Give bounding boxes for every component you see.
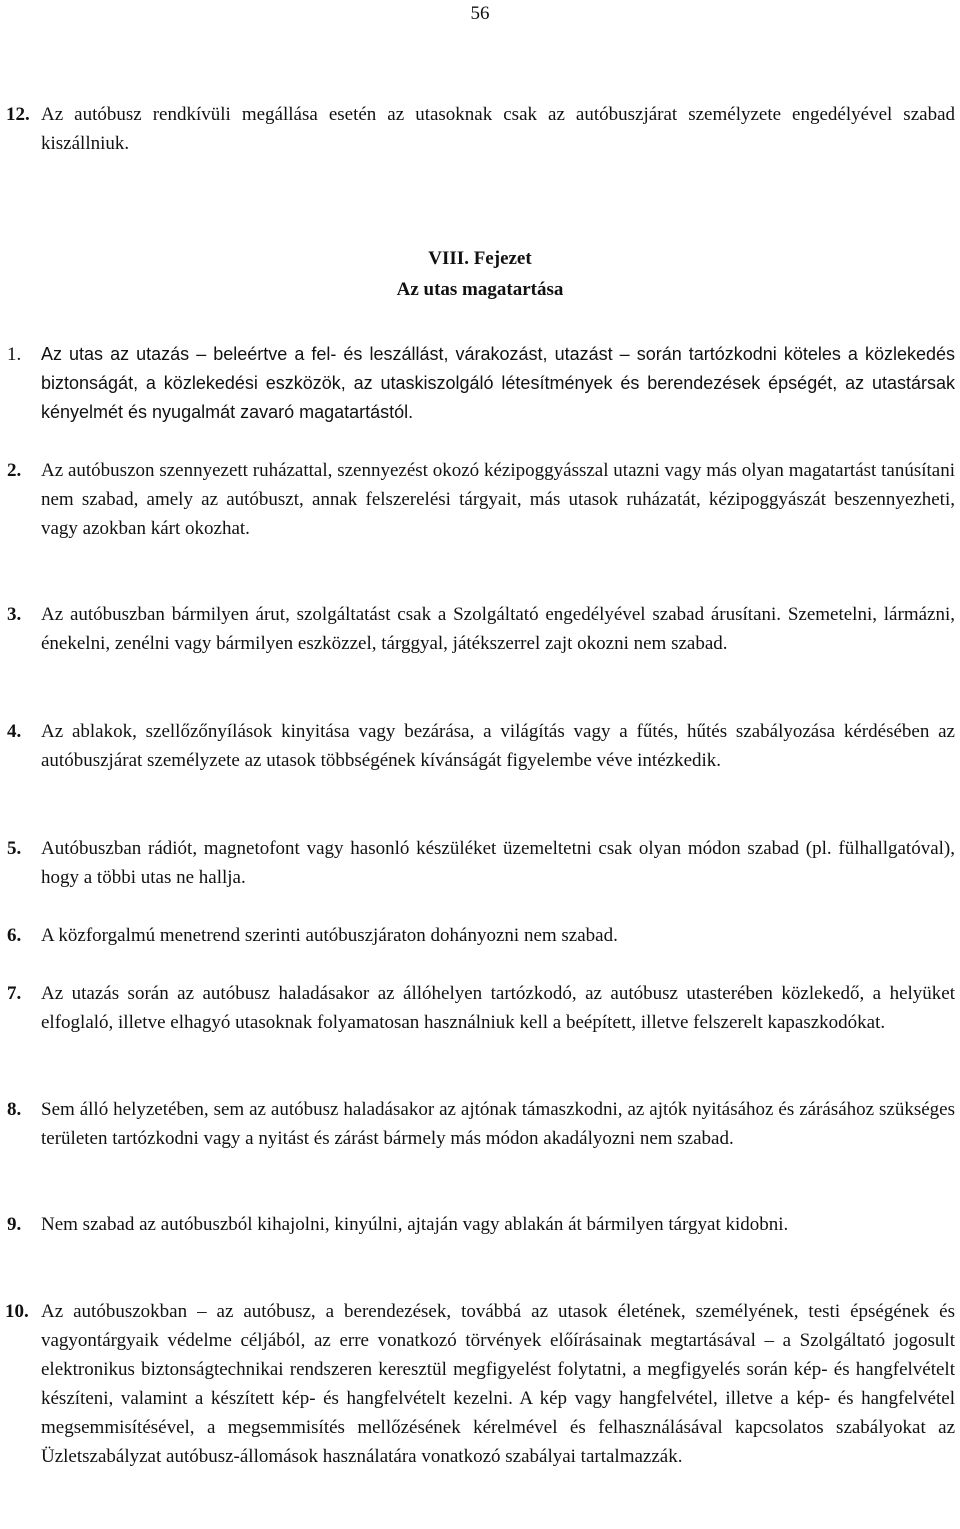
paragraph-6 (7, 921, 955, 950)
paragraph-number: 7. (7, 983, 22, 1004)
paragraph-number: 4. (7, 721, 22, 742)
paragraph-text: Az autóbuszokban – az autóbusz, a berendezések, továbbá az utasok életének, személyének, testi épségének és vagyontárgyaik védelme céljából, az erre vonatkozó törvények előírásainak megtartásával – a Szolgáltató jogosult elektronikus biztonságtechnikai rendszeren keresztül megfigyelést folytatni, a megfigyelés során kép- és hangfelvételt készíteni, valamint a készített kép- és hangfelvételt kezelni. A kép vagy hangfelvétel, illetve a kép- és hangfelvétel megsemmisítésével, a megsemmisítés mellőzésének kérelmével és felhasználásával kapcsolatos szabályokat az Üzletszabályzat autóbusz-állomások használatára vonatkozó szabályai tartalmazzák. (41, 1301, 955, 1467)
paragraph-3 (7, 600, 955, 658)
paragraph-number: 10. (5, 1301, 29, 1322)
paragraph-number: 2. (7, 460, 22, 481)
paragraph-number: 5. (7, 838, 22, 859)
paragraph-text: Az utas az utazás – beleértve a fel- és leszállást, várakozást, utazást – során tartózkodni köteles a közlekedés biztonságát, a közlekedési eszközök, az utaskiszolgáló létesítmények és berendezések épségét, az utastársak kényelmét és nyugalmát zavaró magatartástól. (41, 344, 955, 422)
paragraph-number: 8. (7, 1099, 22, 1120)
paragraph-number: 3. (7, 604, 22, 625)
page-number: 56 (470, 3, 490, 24)
chapter-subtitle: Az utas magatartása (396, 279, 564, 300)
paragraph-text: A közforgalmú menetrend szerinti autóbuszjáraton dohányozni nem szabad. (41, 925, 618, 946)
paragraph-text: Autóbuszban rádiót, magnetofont vagy hasonló készüléket üzemeltetni csak olyan módon szabad (pl. fülhallgatóval), hogy a többi utas ne hallja. (41, 838, 955, 888)
paragraph-12 (6, 100, 955, 158)
paragraph-text: Az autóbuszon szennyezett ruházattal, szennyezést okozó kézipoggyásszal utazni vagy más olyan magatartást tanúsítani nem szabad, amely az autóbuszt, annak felszerelési tárgyait, más utasok ruházatát, kézipoggyászát beszennyezheti, vagy azokban kárt okozhat. (41, 460, 955, 539)
paragraph-10 (5, 1297, 955, 1471)
paragraph-5 (7, 834, 955, 892)
paragraph-text: Az autóbusz rendkívüli megállása esetén az utasoknak csak az autóbuszjárat személyzete engedélyével szabad kiszállniuk. (41, 104, 955, 154)
paragraph-text: Sem álló helyzetében, sem az autóbusz haladásakor az ajtónak támaszkodni, az ajtók nyitásához és zárásához szükséges területen tartózkodni vagy a nyitást és zárást bármely más módon akadályozni nem szabad. (41, 1099, 955, 1149)
paragraph-text: Az ablakok, szellőzőnyílások kinyitása vagy bezárása, a világítás vagy a fűtés, hűtés szabályozása kérdésében az autóbuszjárat személyzete az utasok többségének kívánságát figyelembe véve intézkedik. (41, 721, 955, 771)
paragraph-text: Az autóbuszban bármilyen árut, szolgáltatást csak a Szolgáltató engedélyével szabad árusítani. Szemetelni, lármázni, énekelni, zenélni vagy bármilyen eszközzel, tárggyal, játékszerrel zajt okozni nem szabad. (41, 604, 955, 654)
paragraph-text: Az utazás során az autóbusz haladásakor az állóhelyen tartózkodó, az autóbusz utasterében közlekedő, a helyüket elfoglaló, illetve elhagyó utasoknak folyamatosan használniuk kell a beépített, illetve felszerelt kapaszkodókat. (41, 983, 955, 1033)
paragraph-2 (7, 456, 955, 543)
paragraph-8 (7, 1095, 955, 1153)
paragraph-number: 12. (6, 104, 30, 125)
paragraph-number: 6. (7, 925, 22, 946)
paragraph-7 (7, 979, 955, 1037)
paragraph-4 (7, 717, 955, 775)
paragraph-9 (7, 1210, 955, 1239)
chapter-title: VIII. Fejezet (428, 248, 532, 269)
paragraph-number: 9. (7, 1214, 22, 1235)
paragraph-text: Nem szabad az autóbuszból kihajolni, kinyúlni, ajtaján vagy ablakán át bármilyen tárgyat kidobni. (41, 1214, 789, 1235)
paragraph-number: 1. (7, 344, 22, 365)
paragraph-1 (7, 340, 955, 427)
